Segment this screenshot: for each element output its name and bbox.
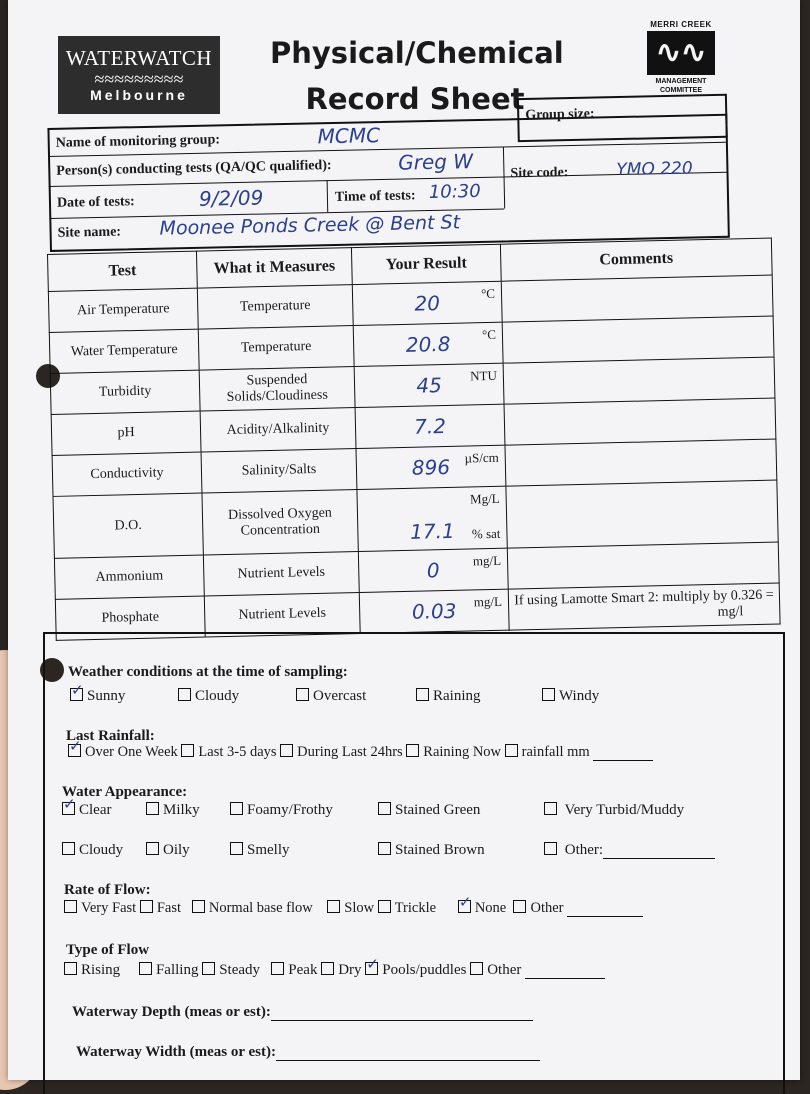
comment-cell [503, 357, 775, 404]
result-value: 17.1 [409, 518, 455, 544]
checkbox-empty[interactable] [378, 802, 391, 815]
checkbox-cloudy[interactable]: Cloudy [178, 688, 296, 705]
comment-cell [508, 583, 780, 630]
checkbox-very-fast[interactable]: Very Fast [64, 900, 136, 916]
comment-cell [504, 398, 776, 445]
checkbox-empty[interactable] [202, 962, 215, 975]
header-measures: What it Measures [196, 248, 352, 289]
waterway-depth [72, 1004, 533, 1021]
checkbox-slow[interactable]: Slow [327, 900, 374, 916]
result-cell [356, 445, 506, 489]
checkbox-empty[interactable] [321, 962, 334, 975]
result-unit: Mg/L [469, 490, 500, 507]
result-unit: µS/cm [464, 449, 499, 466]
header-result: Your Result [351, 244, 501, 284]
result-cell [354, 363, 504, 407]
checkbox-none[interactable]: ✓ None [458, 900, 506, 916]
comment-cell [506, 480, 778, 548]
checkbox-normal-base-flow[interactable]: Normal base flow [192, 900, 313, 916]
rainfall-mm-field[interactable] [593, 760, 653, 761]
checkbox-stained-green[interactable]: Stained Green [378, 802, 544, 819]
measure-name: Nutrient Levels [204, 593, 360, 638]
width-field[interactable] [276, 1060, 540, 1061]
checkbox-checked[interactable] [68, 744, 81, 757]
flow-rate-options [64, 900, 643, 917]
measure-name: Nutrient Levels [203, 552, 359, 597]
checkbox-milky[interactable]: Milky [146, 802, 230, 819]
appearance-heading: Water Appearance: [62, 784, 188, 800]
result-unit: °C [481, 326, 497, 343]
other-flow-rate-field[interactable] [567, 916, 643, 917]
time-value: 10:30 [428, 180, 481, 204]
comment-cell [501, 275, 773, 322]
checkbox-steady[interactable]: Steady [202, 962, 260, 978]
checkbox-empty[interactable] [542, 688, 555, 701]
group-value: MCMC [317, 123, 381, 149]
result-unit: mg/L [473, 593, 503, 610]
checkbox-checked[interactable] [458, 900, 471, 913]
checkbox-empty[interactable] [470, 962, 483, 975]
checkbox-empty[interactable] [230, 802, 243, 815]
checkbox-empty[interactable] [327, 900, 340, 913]
checkbox-checked[interactable] [62, 802, 75, 815]
result-cell [355, 404, 505, 448]
checkbox-cloudy-water[interactable]: Cloudy [62, 842, 146, 859]
rainfall-options [68, 744, 653, 761]
appearance-row-2 [62, 842, 715, 859]
lamotte-unit: mg/l [717, 604, 744, 620]
comment-cell [502, 316, 774, 363]
checkbox-empty[interactable] [146, 842, 159, 855]
checkbox-sunny[interactable]: ✓Sunny [70, 688, 178, 705]
lamotte-note: If using Lamotte Smart 2: multiply by 0.326 = [514, 587, 774, 609]
checkbox-dry[interactable]: Dry [321, 962, 361, 978]
checkbox-checked[interactable] [365, 962, 378, 975]
checkbox-other-flow-rate[interactable]: Other [513, 900, 563, 916]
checkbox-empty[interactable] [62, 842, 75, 855]
site-code-value: YMO 220 [616, 158, 693, 181]
checkbox-empty[interactable] [271, 962, 284, 975]
merri-creek-logo: MERRI CREEK ∿∿ MANAGEMENT COMMITTEE [636, 20, 726, 95]
appearance-row-1 [62, 802, 684, 819]
comment-cell [507, 542, 779, 589]
checkbox-raining-now[interactable]: Raining Now [406, 744, 501, 760]
persons-value: Greg W [397, 149, 474, 175]
result-unit: NTU [469, 367, 498, 384]
test-name: Conductivity [52, 452, 202, 496]
site-name-value: Moonee Ponds Creek @ Bent St [159, 211, 461, 240]
checkbox-foamy[interactable]: Foamy/Frothy [230, 802, 378, 819]
result-cell [359, 589, 509, 633]
result-value: 7.2 [413, 413, 447, 439]
checkbox-stained-brown[interactable]: Stained Brown [378, 842, 544, 859]
weather-heading: Weather conditions at the time of sampling: [68, 664, 348, 680]
waterway-width [76, 1044, 540, 1061]
checkbox-empty[interactable] [378, 842, 391, 855]
test-name: Ammonium [54, 555, 204, 599]
checkbox-smelly[interactable]: Smelly [230, 842, 378, 859]
time-label: Time of tests: [334, 188, 416, 205]
group-size-label: Group size: [525, 106, 595, 123]
result-cell [353, 322, 503, 366]
checkbox-empty[interactable] [378, 900, 391, 913]
checkbox-empty[interactable] [406, 744, 419, 757]
checkbox-checked[interactable] [70, 688, 83, 701]
measure-name: Temperature [198, 326, 354, 371]
result-value: 45 [416, 373, 443, 398]
checkbox-oily[interactable]: Oily [146, 842, 230, 859]
checkbox-other-flow-type[interactable]: Other [470, 962, 521, 978]
checkbox-empty[interactable] [140, 900, 153, 913]
group-label: Name of monitoring group: [55, 132, 221, 151]
checkbox-empty[interactable] [505, 744, 518, 757]
result-unit-secondary: % sat [471, 525, 501, 542]
checkbox-peak[interactable]: Peak [271, 962, 317, 978]
details-box [47, 94, 730, 253]
checkbox-empty[interactable] [544, 802, 557, 815]
checkbox-empty[interactable] [178, 688, 191, 701]
width-label: Waterway Width (meas or est): [76, 1044, 276, 1060]
result-value: 20 [414, 291, 441, 316]
rainfall-heading: Last Rainfall: [66, 728, 155, 744]
result-unit: °C [480, 285, 496, 302]
checkbox-last-24hrs[interactable]: During Last 24hrs [280, 744, 403, 760]
result-cell [352, 281, 502, 325]
result-value: 0 [426, 558, 440, 583]
depth-label: Waterway Depth (meas or est): [72, 1004, 271, 1020]
checkbox-empty[interactable] [513, 900, 526, 913]
checkbox-windy[interactable]: Windy [542, 688, 599, 704]
checkbox-over-one-week[interactable]: ✓Over One Week [68, 744, 178, 760]
creek-wave-icon: ∿∿ [647, 31, 715, 75]
checkbox-empty[interactable] [416, 688, 429, 701]
test-name: D.O. [53, 493, 203, 558]
result-cell [358, 548, 508, 592]
checkbox-empty[interactable] [181, 744, 194, 757]
checkbox-empty[interactable] [139, 962, 152, 975]
result-value: 0.03 [411, 598, 457, 624]
result-unit: mg/L [472, 552, 502, 569]
waterwatch-logo: WATERWATCH ≈≈≈≈≈≈≈≈≈ Melbourne [58, 36, 220, 114]
flow-rate-heading: Rate of Flow: [64, 882, 151, 898]
checkbox-empty[interactable] [296, 688, 309, 701]
checkbox-rising[interactable]: Rising [64, 962, 120, 978]
result-value: 20.8 [405, 331, 451, 357]
checkbox-fast[interactable]: Fast [140, 900, 181, 916]
checkbox-pools-puddles[interactable]: ✓ Pools/puddles [365, 962, 466, 978]
comment-cell [505, 439, 777, 486]
header-comments: Comments [500, 238, 772, 281]
depth-field[interactable] [271, 1020, 533, 1021]
weather-options [70, 688, 599, 705]
test-name: pH [51, 411, 201, 455]
results-table [47, 238, 781, 641]
persons-label: Person(s) conducting tests (QA/QC qualified): [56, 158, 332, 179]
checkbox-empty[interactable] [192, 900, 205, 913]
other-flow-type-field[interactable] [525, 978, 605, 979]
measure-name: Acidity/Alkalinity [200, 408, 356, 453]
site-name-label: Site name: [57, 224, 122, 241]
test-name: Phosphate [55, 596, 205, 640]
checkbox-raining[interactable]: Raining [416, 688, 542, 705]
checkbox-last-3-5-days[interactable]: Last 3-5 days [181, 744, 276, 760]
flow-type-options [64, 962, 605, 979]
test-name: Air Temperature [48, 288, 198, 332]
measure-name: Salinity/Salts [201, 449, 357, 494]
checkbox-clear[interactable]: ✓Clear [62, 802, 146, 819]
other-appearance-field[interactable] [603, 858, 715, 859]
date-value: 9/2/09 [198, 185, 264, 211]
checkbox-falling[interactable]: Falling [139, 962, 199, 978]
checkbox-empty[interactable] [64, 900, 77, 913]
result-cell [357, 486, 507, 551]
checkbox-very-turbid[interactable]: Very Turbid/Muddy [544, 802, 684, 818]
checkbox-other-appearance[interactable]: Other: [544, 842, 603, 858]
checkbox-empty[interactable] [146, 802, 159, 815]
header-test: Test [48, 251, 198, 291]
checkbox-empty[interactable] [230, 842, 243, 855]
checkbox-empty[interactable] [544, 842, 557, 855]
checkbox-empty[interactable] [64, 962, 77, 975]
flow-type-heading: Type of Flow [66, 942, 150, 958]
checkbox-overcast[interactable]: Overcast [296, 688, 416, 705]
site-code-label: Site code: [510, 165, 569, 182]
checkbox-trickle[interactable]: Trickle [378, 900, 436, 916]
measure-name: Dissolved Oxygen Concentration [202, 490, 358, 556]
checkbox-empty[interactable] [280, 744, 293, 757]
measure-name: Temperature [197, 285, 353, 330]
result-value: 896 [411, 454, 451, 480]
measure-name: Suspended Solids/Cloudiness [199, 367, 355, 412]
test-name: Turbidity [50, 370, 200, 414]
test-name: Water Temperature [49, 329, 199, 373]
checkbox-rainfall-mm[interactable]: rainfall mm [505, 744, 590, 760]
date-label: Date of tests: [56, 194, 135, 211]
page-title: Physical/Chemical Record Sheet [270, 36, 564, 116]
